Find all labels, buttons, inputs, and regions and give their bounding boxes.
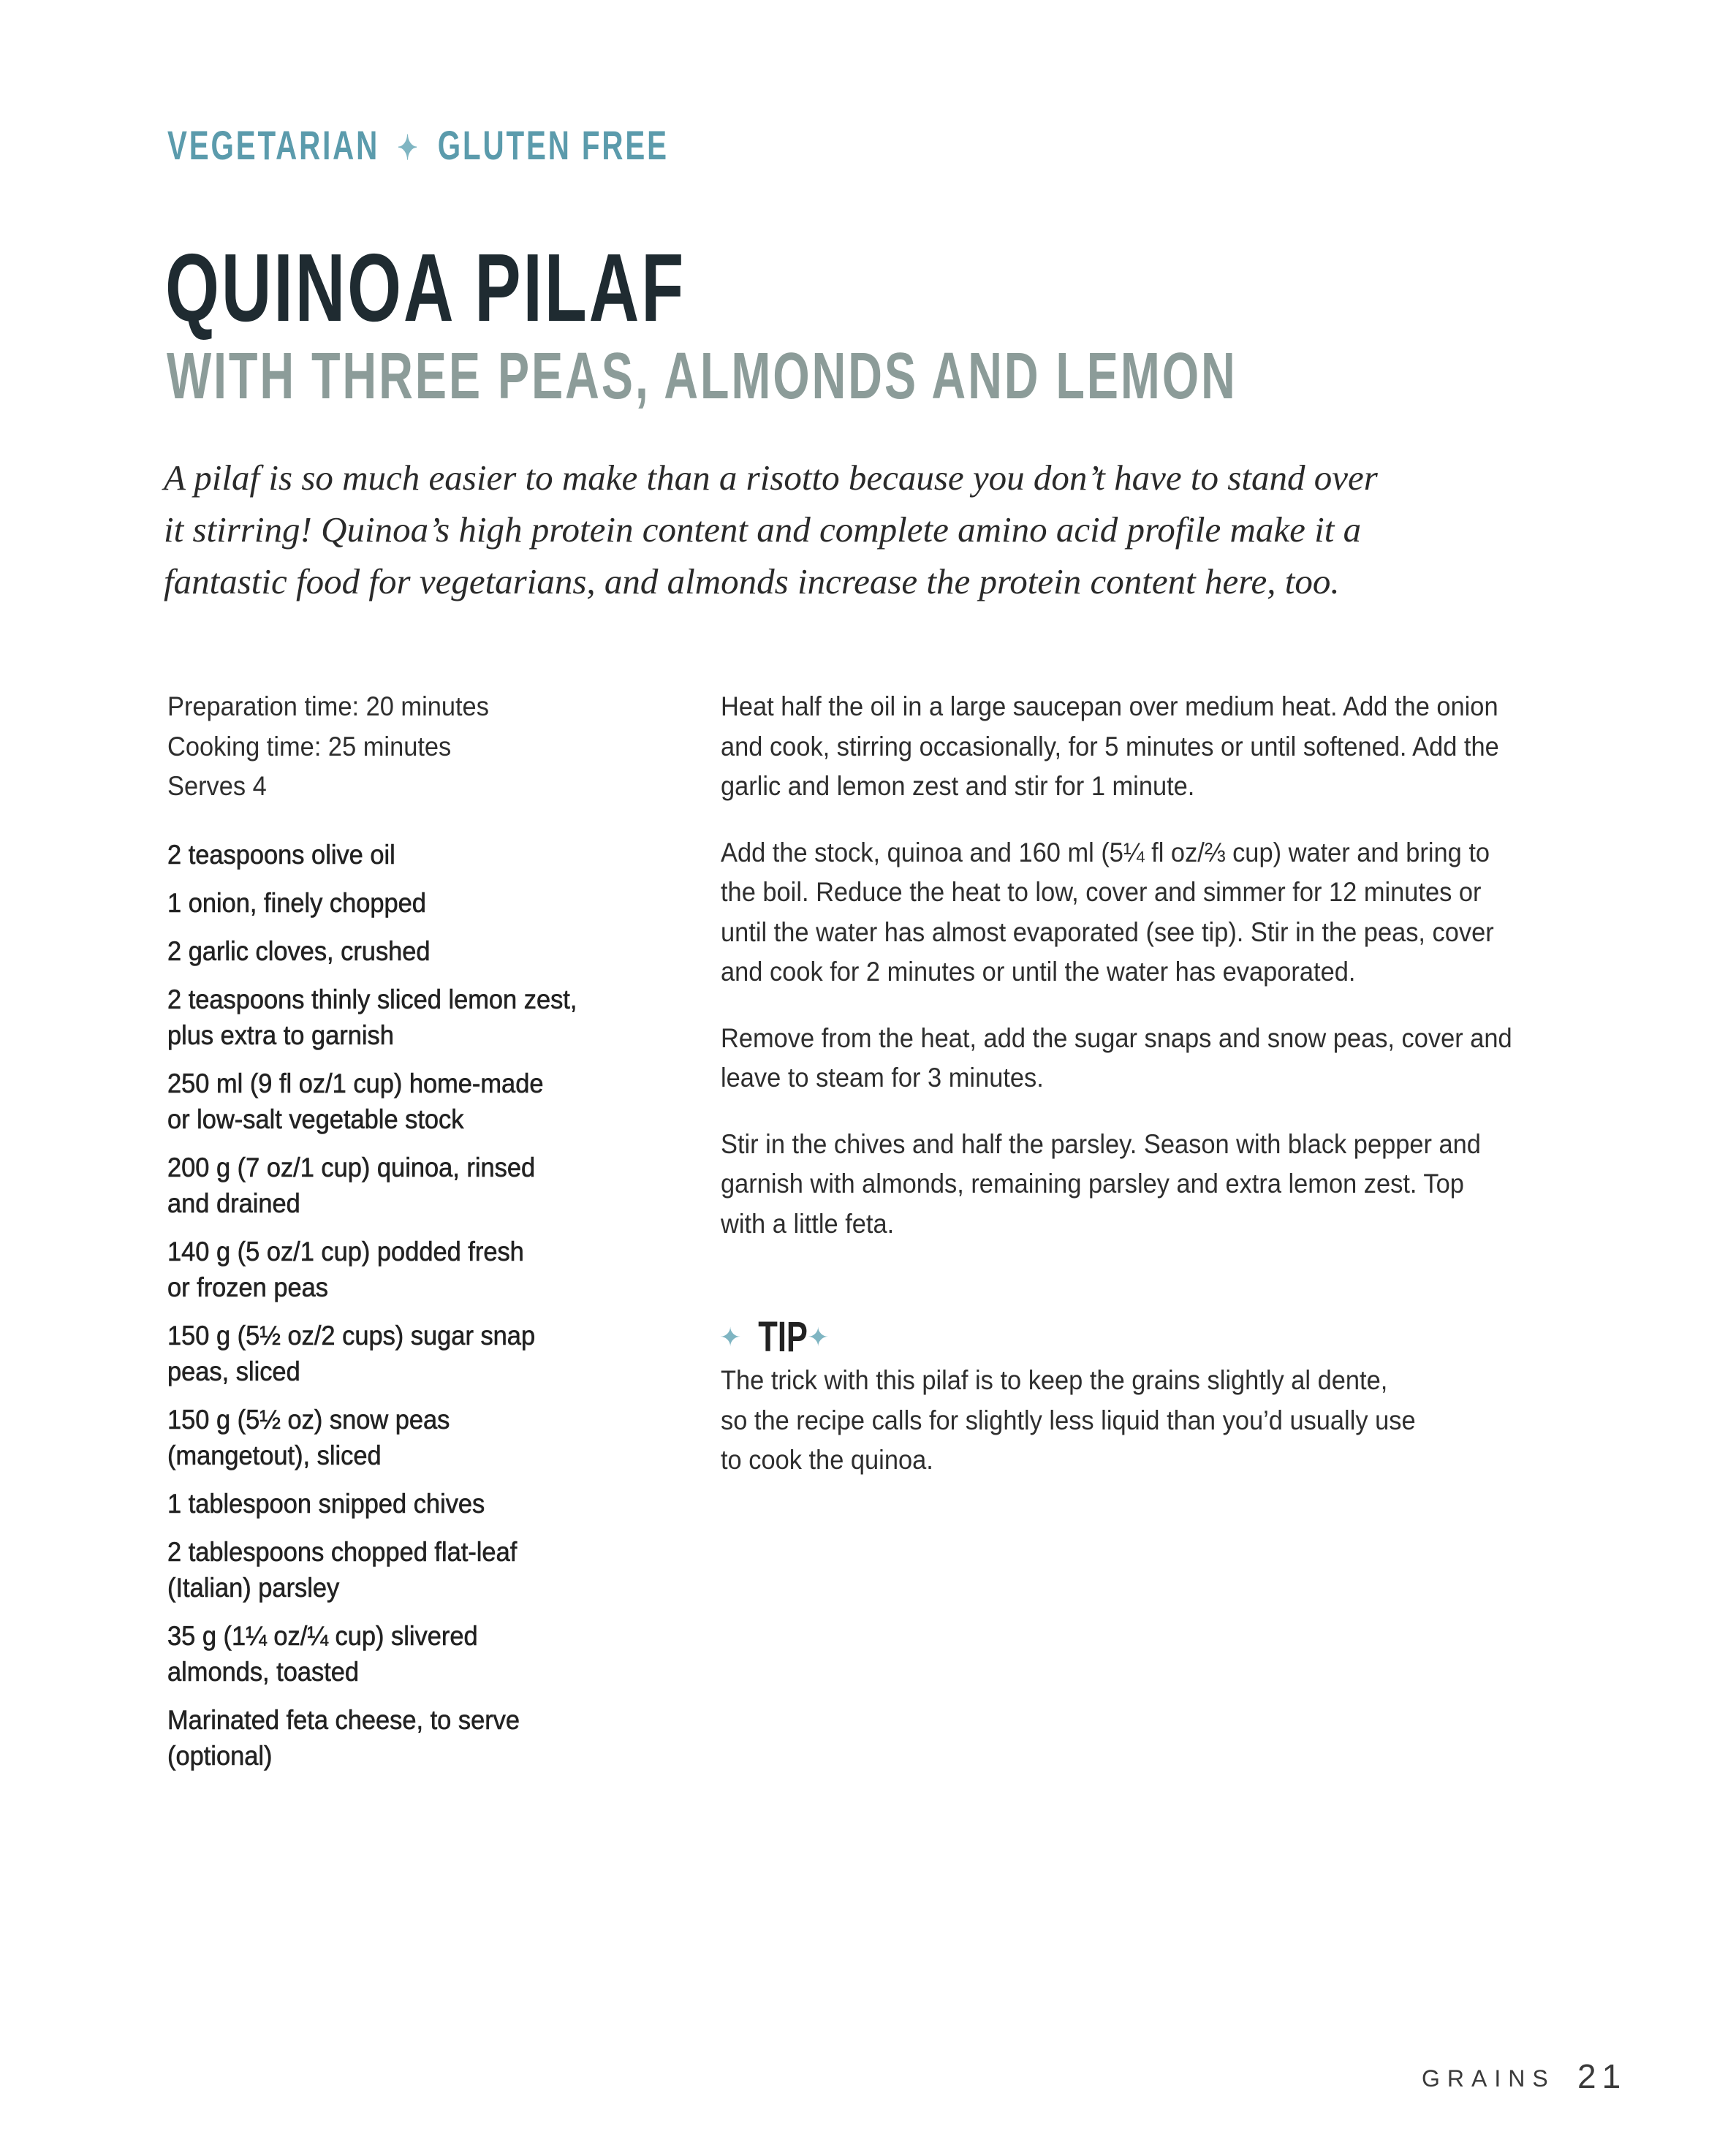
method-line: Stir in the chives and half the parsley. Season with black pepper and [721,1128,1481,1159]
method-line: leave to steam for 3 minutes. [721,1063,1044,1093]
ingredient-item [167,1150,664,1221]
ingredient-line: plus extra to garnish [167,1020,394,1050]
tag-gluten-free: GLUTEN FREE [437,122,669,168]
ingredient-item [167,981,664,1053]
ingredient-line: 150 g (5½ oz/2 cups) sugar snap [167,1321,536,1351]
recipe-meta [167,687,513,807]
recipe-subtitle: WITH THREE PEAS, ALMONDS AND LEMON [167,340,1237,413]
ingredient-item [167,1534,664,1606]
ingredient-item [167,1402,664,1473]
tip-line: so the recipe calls for slightly less liquid than you’d usually use [721,1405,1416,1435]
ingredient-item [167,1318,664,1389]
ingredient-item [167,1066,664,1137]
method-line: and cook, stirring occasionally, for 5 minutes or until softened. Add the [721,731,1499,762]
footer-section: GRAINS [1422,2065,1555,2092]
page-number: 21 [1577,2057,1627,2095]
ingredient-line: 1 onion, finely chopped [167,888,426,918]
intro-line: it stirring! Quinoa’s high protein content and complete amino acid profile make it a [164,509,1362,550]
ingredient-line: 250 ml (9 fl oz/1 cup) home-made [167,1068,544,1098]
ingredients-list [167,837,664,1786]
prep-time: Preparation time: 20 minutes [167,691,489,721]
method-step [721,1125,1572,1245]
ingredient-line: 35 g (1¼ oz/¼ cup) slivered [167,1621,478,1651]
method-line: Heat half the oil in a large saucepan over medium heat. Add the onion [721,691,1498,721]
tip-line: The trick with this pilaf is to keep the grains slightly al dente, [721,1365,1388,1395]
ingredient-line: (mangetout), sliced [167,1440,382,1470]
tag-vegetarian: VEGETARIAN [167,122,380,168]
method-line: Remove from the heat, add the sugar snaps and snow peas, cover and [721,1022,1512,1053]
intro-line: A pilaf is so much easier to make than a risotto because you don’t have to stand over [164,457,1378,498]
ingredient-line: 1 tablespoon snipped chives [167,1489,485,1519]
tip-text [721,1361,1468,1481]
ingredient-line: peas, sliced [167,1356,300,1386]
tip-line: to cook the quinoa. [721,1445,933,1475]
ingredient-item [167,1234,664,1305]
ingredient-line: 2 tablespoons chopped flat-leaf [167,1537,518,1567]
ingredient-item [167,837,664,873]
method-line: with a little feta. [721,1208,895,1239]
method-step [721,833,1572,992]
star-icon: ✦ [719,1321,742,1352]
ingredient-item [167,1702,664,1774]
star-divider-icon: ✦ [397,129,420,167]
ingredient-line: 2 garlic cloves, crushed [167,936,431,966]
method-line: Add the stock, quinoa and 160 ml (5¼ fl oz/⅔ cup) water and bring to [721,837,1490,867]
method-line: and cook for 2 minutes or until the water has evaporated. [721,957,1356,987]
ingredient-line: or frozen peas [167,1272,328,1302]
serves: Serves 4 [167,771,267,801]
method-line: the boil. Reduce the heat to low, cover and simmer for 12 minutes or [721,877,1482,907]
ingredient-line: 2 teaspoons olive oil [167,840,395,870]
ingredient-line: 140 g (5 oz/1 cup) podded fresh [167,1237,524,1267]
tip-heading [719,1313,829,1362]
ingredient-line: Marinated feta cheese, to serve [167,1705,520,1735]
method-line: until the water has almost evaporated (see tip). Stir in the peas, cover [721,916,1494,947]
ingredient-line: 200 g (7 oz/1 cup) quinoa, rinsed [167,1153,536,1182]
ingredient-item [167,1618,664,1690]
ingredient-line: or low-salt vegetable stock [167,1104,464,1134]
ingredient-item [167,885,664,921]
method-line: garnish with almonds, remaining parsley and extra lemon zest. Top [721,1169,1464,1199]
recipe-title: QUINOA PILAF [165,234,686,341]
ingredient-line: 2 teaspoons thinly sliced lemon zest, [167,984,577,1014]
ingredient-line: (optional) [167,1741,273,1771]
method-steps [721,687,1572,1270]
intro-line: fantastic food for vegetarians, and almonds increase the protein content here, too. [164,561,1340,601]
method-step [721,1019,1572,1098]
ingredient-item [167,1486,664,1522]
tip-label: TIP [758,1313,808,1361]
star-icon: ✦ [807,1321,830,1352]
method-step [721,687,1572,807]
diet-tags [167,121,669,169]
recipe-intro [164,452,1378,607]
ingredient-line: almonds, toasted [167,1657,360,1687]
ingredient-line: (Italian) parsley [167,1573,340,1603]
ingredient-line: 150 g (5½ oz) snow peas [167,1405,450,1435]
method-line: garlic and lemon zest and stir for 1 minute. [721,771,1195,801]
cooking-time: Cooking time: 25 minutes [167,731,452,762]
ingredient-line: and drained [167,1188,300,1218]
ingredient-item [167,933,664,969]
